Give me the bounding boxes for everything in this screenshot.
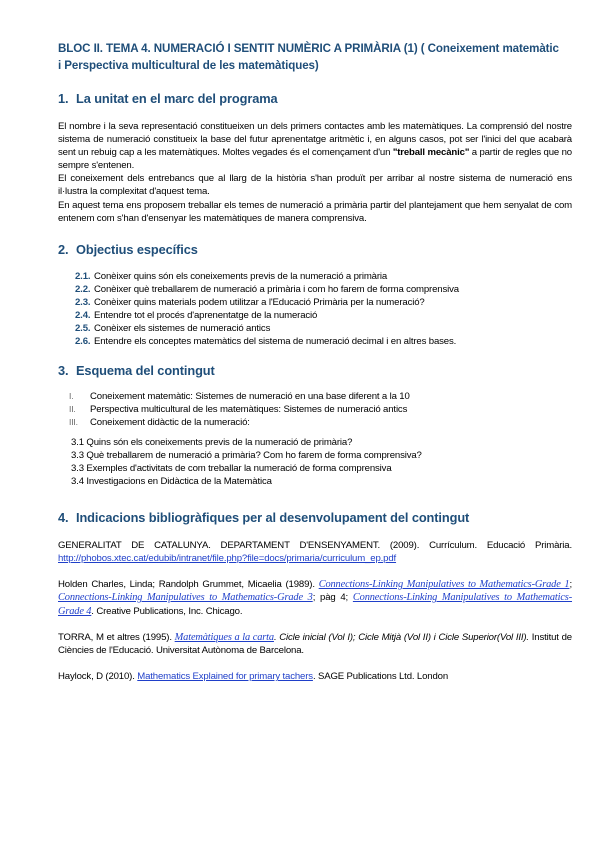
objective-item — [75, 283, 572, 296]
document-title — [58, 40, 572, 74]
section-1-number: 1. — [58, 91, 69, 106]
sublist-item: 3.3 Exemples d'activitats de com treballar la numeració de forma comprensiva — [71, 462, 392, 474]
ref3-publisher: Institut de Ciències de l'Educació. Universitat Autònoma de Barcelona. — [58, 631, 572, 656]
section-2-heading — [58, 242, 572, 257]
outline-text: Coneixement didàctic de la numeració: — [90, 416, 250, 428]
objective-text: Conèixer quins són els coneixements previs de la numeració a primària — [94, 270, 388, 282]
section-2-number: 2. — [58, 241, 69, 257]
ref2-separator: ; — [569, 579, 572, 591]
objective-number: 2.5. — [75, 322, 91, 334]
objective-text: Entendre tot el procés d'aprenentatge de la numeració — [94, 309, 318, 321]
outline-item — [69, 416, 572, 429]
objective-item — [75, 335, 572, 348]
objective-number: 2.6. — [75, 335, 91, 347]
outline-item — [69, 403, 572, 416]
reference-4 — [58, 670, 572, 683]
section-1-paragraph-3: En aquest tema ens proposem treballar els temes de numeració a primària partir del plantejament que hem senyalat de com entenem com s'han d'ensenyar les matemàtiques de manera comprensiva. — [58, 199, 572, 224]
section-3-number: 3. — [58, 362, 69, 378]
objective-number: 2.3. — [75, 296, 91, 308]
didactic-sublist — [58, 436, 572, 488]
section-1-title: La unitat en el marc del programa — [76, 91, 278, 106]
reference-1 — [58, 539, 572, 565]
ref1-text: GENERALITAT DE CATALUNYA. DEPARTAMENT D'ENSENYAMENT. (2009). Currículum. Educació Primària. — [58, 539, 572, 551]
objective-text: Conèixer els sistemes de numeració antics — [94, 322, 271, 334]
outline-number: II. — [69, 403, 76, 414]
p1-bold-text: "treball mecànic" — [392, 147, 470, 159]
sublist-item: 3.4 Investigacions en Didàctica de la Matemàtica — [71, 475, 272, 487]
section-4-number: 4. — [58, 509, 69, 525]
matematiques-carta-link[interactable]: Matemàtiques a la carta — [174, 631, 274, 643]
objectives-list — [58, 270, 572, 348]
curriculum-link[interactable]: http://phobos.xtec.cat/edubib/intranet/file.php?file=docs/primaria/curriculum_ep.pdf — [58, 552, 397, 564]
objective-number: 2.1. — [75, 270, 91, 282]
outline-text: Perspectiva multicultural de les matemàtiques: Sistemes de numeració antics — [90, 403, 408, 415]
p1-text-a: El nombre i la seva representació constitueixen un dels primers contactes amb les matemàtiques. La comprensió del nostre sistema de numeració constitueix la base del futur aprenentatge aritmètic i, en alguns casos, pot ser l'inici del que acabarà sent un rebuig cap a les matemàtiques. Moltes vegades és el començament d'un — [58, 121, 572, 159]
section-3-title: Esquema del contingut — [76, 362, 215, 378]
section-1-heading — [58, 91, 572, 106]
section-2-title: Objectius específics — [76, 241, 198, 257]
objective-item — [75, 270, 572, 283]
ref4-author: Haylock, D (2010). — [58, 671, 138, 683]
p1-text-b: a partir de regles que no sempre s'entenen. — [58, 147, 572, 172]
section-1-paragraph-1 — [58, 120, 572, 172]
reference-2 — [58, 578, 572, 618]
ref4-publisher: . SAGE Publications Ltd. London — [312, 671, 449, 683]
section-1-paragraph-2: El coneixement dels entrebancs que al llarg de la història s'han produït per arribar al nostre sistema de numeració ens il·lustra la complexitat d'aquest tema. — [58, 173, 572, 198]
grade-1-book-link[interactable]: Connections-Linking Manipulatives to Mathematics-Grade 1 — [318, 579, 570, 591]
section-4-title: Indicacions bibliogràfiques per al desenvolupament del contingut — [76, 509, 470, 525]
title-line-2: i Perspectiva multicultural de les matemàtiques) — [58, 59, 319, 72]
sublist-item: 3.1 Quins són els coneixements previs de la numeració de primària? — [71, 436, 353, 448]
objective-text: Conèixer què treballarem de numeració a primària i com ho farem de forma comprensiva — [94, 283, 459, 295]
outline-text: Coneixement matemàtic: Sistemes de numeració en una base diferent a la 10 — [90, 390, 410, 402]
outline-number: III. — [69, 416, 78, 427]
outline-item — [69, 390, 572, 403]
objective-number: 2.4. — [75, 309, 91, 321]
outline-number: I. — [69, 390, 74, 401]
objective-text: Entendre els conceptes matemàtics del sistema de numeració decimal i en altres bases. — [94, 335, 457, 347]
objective-item — [75, 296, 572, 309]
objective-item — [75, 309, 572, 322]
objective-item — [75, 322, 572, 335]
document-page — [58, 40, 572, 683]
objective-number: 2.2. — [75, 283, 91, 295]
ref2-authors: Holden Charles, Linda; Randolph Grummet, Micaelia (1989). — [58, 579, 319, 591]
ref2-page: ; pàg 4; — [312, 592, 353, 604]
bibliography — [58, 539, 572, 684]
ref2-publisher: . Creative Publications, Inc. Chicago. — [91, 605, 243, 617]
section-3-heading — [58, 363, 572, 378]
reference-3 — [58, 631, 572, 657]
sublist-item: 3.3 Què treballarem de numeració a primària? Com ho farem de forma comprensiva? — [71, 449, 422, 461]
ref3-volumes: . Cicle inicial (Vol I); Cicle Mitjà (Vol II) i Cicle Superior(Vol III). — [273, 631, 529, 643]
content-outline-list — [58, 390, 572, 429]
grade-3-book-link[interactable]: Connections-Linking Manipulatives to Mathematics-Grade 3 — [58, 592, 313, 604]
mathematics-explained-link[interactable]: Mathematics Explained for primary tachers — [137, 671, 313, 683]
ref3-authors: TORRA, M et altres (1995). — [58, 631, 175, 643]
grade-4-book-link[interactable]: Connections-Linking Manipulatives to Mathematics-Grade 4 — [58, 592, 573, 617]
section-4-heading — [58, 510, 572, 525]
objective-text: Conèixer quins materials podem utilitzar a l'Educació Primària per la numeració? — [94, 296, 425, 308]
title-line-1: BLOC II. TEMA 4. NUMERACIÓ I SENTIT NUMÈRIC A PRIMÀRIA (1) ( Coneixement matemàtic — [58, 42, 559, 55]
